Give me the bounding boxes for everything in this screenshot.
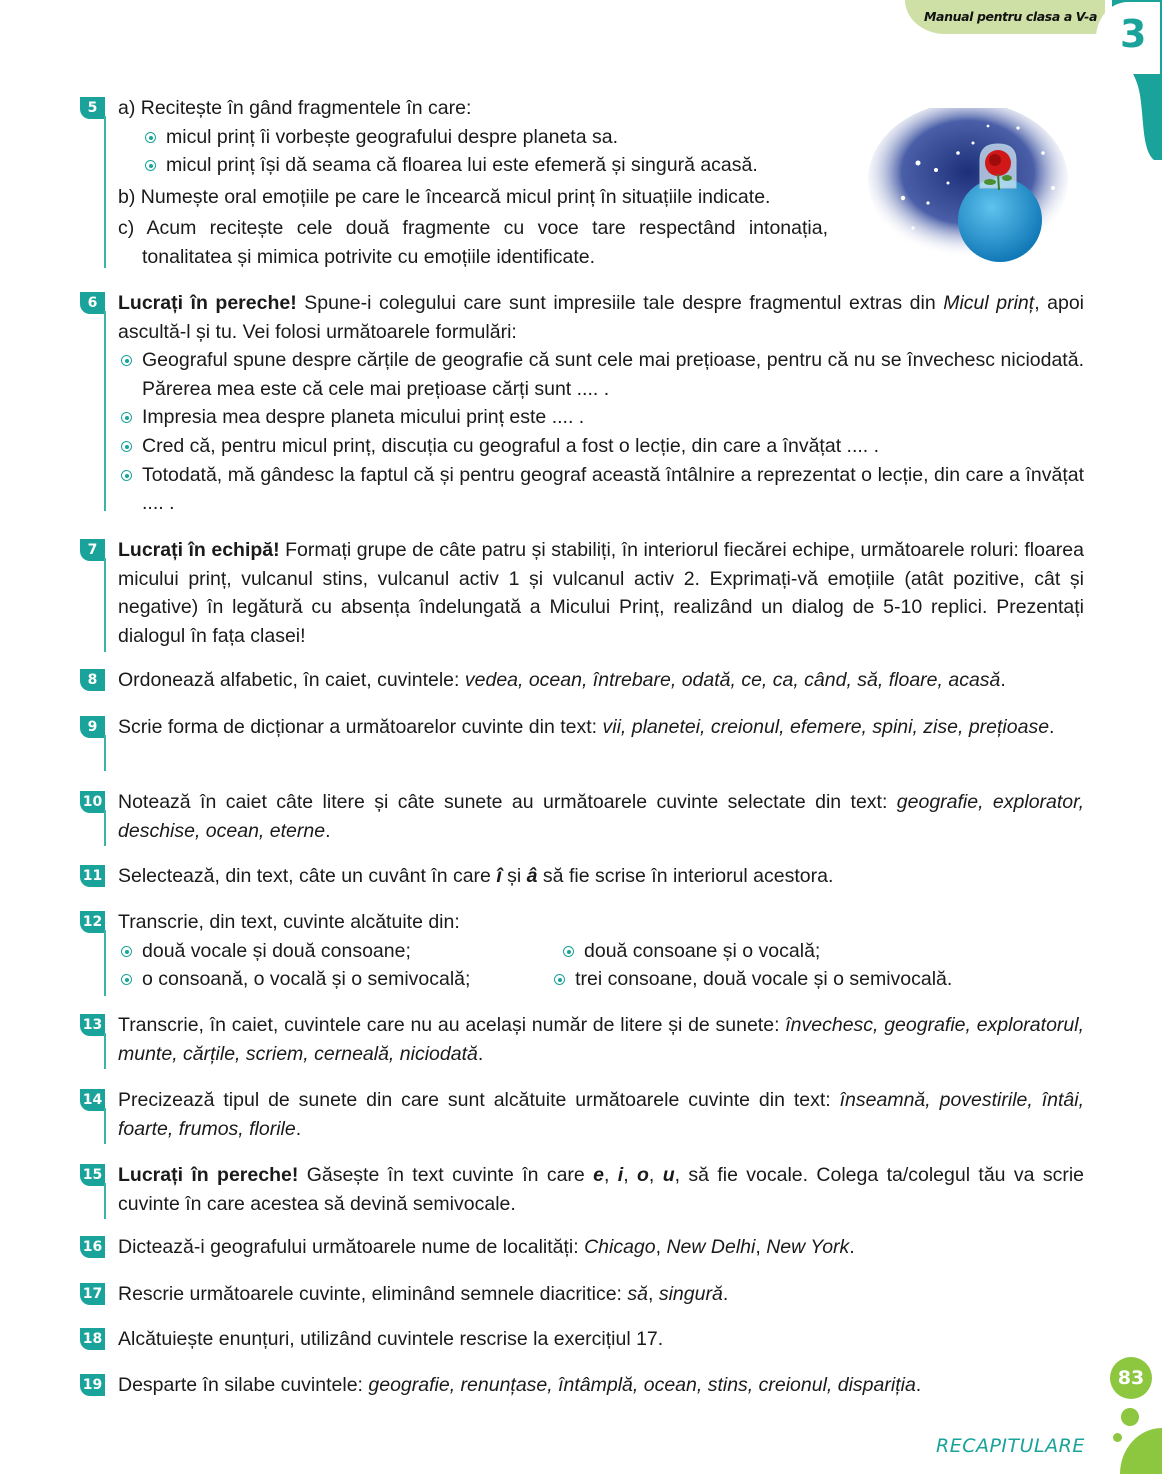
book-title-ref: Micul prinț [943,292,1035,314]
exercise-rule [104,558,106,652]
exercise-number: 17 [80,1283,105,1305]
instruction-lead: Lucrați în echipă! [118,539,280,561]
rose-planet-illustration [868,108,1068,268]
exercise-number: 8 [80,669,105,691]
exercise-number: 13 [80,1014,105,1036]
bullet-item: Totodată, mă gândesc la faptul că și pentru geograf această întâlnire a reprezentat o lecție, din care a învățat .... . [118,461,1084,518]
exercise-6-intro: Lucrați în pereche! Spune-i colegului care sunt impresiile tale despre fragmentul extras din Micul prinț, apoi ascultă-l și tu. Vei folosi următoarele formulări: [118,292,1085,343]
bullet-item: două vocale și două consoane; [118,937,560,966]
corner-decoration [1120,1428,1162,1474]
exercise-rule [104,1183,106,1219]
exercise-rule [104,116,106,268]
bullet-item: Geograful spune despre cărțile de geografie că sunt cele mai prețioase, pentru că nu se învechesc niciodată. Părerea mea este că cele mai prețioase cărți sunt .... . [118,346,1084,403]
bullet-item: micul prinț îi vorbește geografului despre planeta sa. [142,123,828,152]
bullet-item: Impresia mea despre planeta micului prinț este .... . [118,403,1084,432]
exercise-number: 11 [80,865,105,887]
bullet-item: două consoane și o vocală; [560,937,1002,966]
exercise-number: 18 [80,1328,105,1350]
exercise-number: 16 [80,1236,105,1258]
instruction-lead: Lucrați în pereche! [118,1164,299,1186]
bullet-item: o consoană, o vocală și o semivocală; [118,965,551,994]
section-label: RECAPITULARE [936,1435,1085,1457]
exercise-number: 10 [80,791,105,813]
exercise-number: 9 [80,716,105,738]
chapter-number: 3 [1120,12,1147,56]
decorative-dot [1113,1433,1122,1442]
bullet-item: Cred că, pentru micul prinț, discuția cu geograful a fost o lecție, din care a învățat .... . [118,432,1084,461]
exercise-5c: c) Acum recitește cele două fragmente cu voce tare respectând intonația, tonalitatea și mimica potrivite cu emoțiile identificate. [118,217,828,268]
exercise-rule [104,930,106,996]
exercise-rule [104,810,106,846]
page-number: 83 [1110,1357,1152,1399]
exercise-rule [104,735,106,771]
exercise-number: 12 [80,911,105,933]
book-title: Manual pentru clasa a V-a [924,9,1097,24]
decorative-dot [1121,1408,1139,1426]
exercise-rule [104,311,106,511]
exercise-5a: a) Recitește în gând fragmentele în care: [118,97,472,119]
exercise-number: 19 [80,1374,105,1396]
exercise-number: 5 [80,97,105,119]
instruction-lead: Lucrați în pereche! [118,292,297,314]
exercise-number: 6 [80,292,105,314]
exercise-number: 7 [80,539,105,561]
bullet-item: micul prinț își dă seama că floarea lui este efemeră și singură acasă. [142,151,828,180]
exercise-rule [104,1108,106,1144]
exercise-5b: b) Numește oral emoțiile pe care le încearcă micul prinț în situațiile indicate. [118,185,771,208]
bullet-item: trei consoane, două vocale și o semivocală. [551,965,1084,994]
exercise-number: 15 [80,1164,105,1186]
exercise-rule [104,1033,106,1069]
exercise-number: 14 [80,1089,105,1111]
